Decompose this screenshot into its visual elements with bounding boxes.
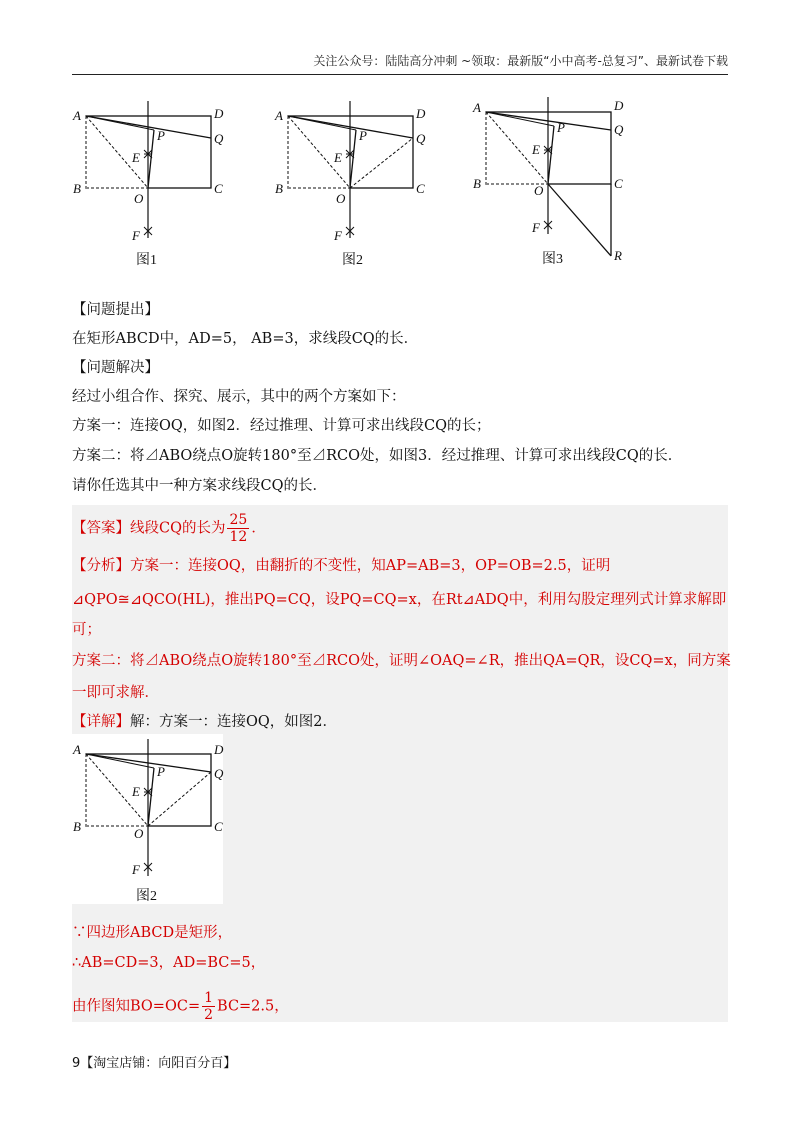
label-f: F	[334, 228, 342, 243]
figure-3-caption: 图3	[542, 252, 563, 267]
problem-ask: 请你任选其中一种方案求线段CQ的长．	[72, 478, 327, 494]
label-r: R	[614, 248, 622, 263]
label-o: O	[336, 191, 346, 206]
label-a: A	[473, 100, 481, 115]
answer-label: 【答案】	[72, 520, 130, 537]
label-f: F	[132, 862, 140, 877]
step-3-post: BC=2.5，	[217, 998, 289, 1015]
answer-text: 线段CQ的长为	[130, 520, 226, 537]
step-2: ∴AB=CD=3，AD=BC=5，	[72, 955, 266, 971]
analysis-line-4: 方案二：将⊿ABO绕点O旋转180°至⊿RCO处，证明∠OAQ=∠R，推出QA=QR，设CQ=x，同方案	[72, 653, 731, 669]
answer-figure-2	[68, 734, 238, 909]
step-1: ∵四边形ABCD是矩形，	[72, 925, 233, 941]
plan-two: 方案二：将⊿ABO绕点O旋转180°至⊿RCO处，如图3．经过推理、计算可求出线段CQ的长．	[72, 448, 683, 464]
detail-label: 【详解】	[72, 714, 130, 730]
analysis-line-2: ⊿QPO≅⊿QCO(HL)，推出PQ=CQ，设PQ=CQ=x，在Rt⊿ADQ中，利用勾股定理列式计算求解即	[72, 592, 727, 608]
figure-1	[68, 96, 238, 271]
label-e: E	[132, 784, 140, 799]
answer-numerator: 25	[229, 512, 248, 528]
analysis-line-5: 一即可求解．	[72, 685, 159, 701]
answer-fraction	[227, 512, 249, 545]
label-q: Q	[214, 766, 224, 781]
label-f: F	[132, 228, 140, 243]
detail-text-1: 解：方案一：连接OQ，如图2．	[130, 714, 337, 730]
step-3	[72, 990, 732, 1023]
figure-2	[270, 96, 440, 271]
figure-2-caption: 图2	[342, 253, 363, 268]
solve-heading: 【问题解决】	[72, 360, 159, 376]
answer-end: ．	[251, 520, 266, 537]
label-e: E	[334, 150, 342, 165]
analysis-line-3: 可；	[72, 622, 101, 638]
label-a: A	[73, 108, 81, 123]
detail-line-1	[72, 712, 732, 732]
label-f: F	[532, 220, 540, 235]
label-e: E	[132, 150, 140, 165]
step-3-numerator: 1	[204, 990, 214, 1006]
label-c: C	[214, 819, 223, 834]
label-d: D	[416, 106, 426, 121]
step-3-fraction	[202, 990, 215, 1023]
problem-statement: 在矩形ABCD中，AD=5， AB=3，求线段CQ的长．	[72, 331, 419, 347]
analysis-text-1: 方案一：连接OQ，由翻折的不变性，知AP=AB=3，OP=OB=2.5，证明	[130, 558, 611, 574]
label-q: Q	[214, 131, 224, 146]
label-c: C	[416, 181, 425, 196]
label-p: P	[157, 128, 165, 143]
label-q: Q	[614, 122, 624, 137]
label-p: P	[557, 120, 565, 135]
label-d: D	[214, 106, 224, 121]
label-b: B	[73, 819, 81, 834]
label-o: O	[134, 191, 144, 206]
analysis-label: 【分析】	[72, 558, 130, 574]
plan-one: 方案一：连接OQ，如图2．经过推理、计算可求出线段CQ的长；	[72, 418, 491, 434]
label-b: B	[73, 181, 81, 196]
problem-heading: 【问题提出】	[72, 302, 159, 318]
label-e: E	[532, 142, 540, 157]
step-3-pre: 由作图知BO=OC=	[72, 998, 201, 1015]
label-o: O	[134, 826, 144, 841]
label-b: B	[275, 181, 283, 196]
figure-1-caption: 图1	[136, 253, 157, 268]
label-a: A	[275, 108, 283, 123]
page-footer: 9【淘宝店铺：向阳百分百】	[72, 1056, 237, 1071]
label-c: C	[614, 176, 623, 191]
label-b: B	[473, 176, 481, 191]
answer-denominator: 12	[229, 529, 248, 545]
label-o: O	[534, 183, 544, 198]
label-p: P	[359, 128, 367, 143]
answer-figure-2-caption: 图2	[136, 889, 157, 904]
label-c: C	[214, 181, 223, 196]
label-d: D	[614, 98, 624, 113]
answer-line	[72, 512, 732, 545]
page-header: 关注公众号：陆陆高分冲刺 ~领取：最新版“小中高考-总复习”、最新试卷下载	[72, 52, 728, 75]
figure-3	[468, 92, 638, 267]
analysis-line-1	[72, 556, 732, 576]
step-3-denominator: 2	[204, 1007, 214, 1023]
label-p: P	[157, 764, 165, 779]
solve-intro: 经过小组合作、探究、展示，其中的两个方案如下：	[72, 389, 406, 405]
label-a: A	[73, 742, 81, 757]
label-d: D	[214, 742, 224, 757]
label-q: Q	[416, 131, 426, 146]
